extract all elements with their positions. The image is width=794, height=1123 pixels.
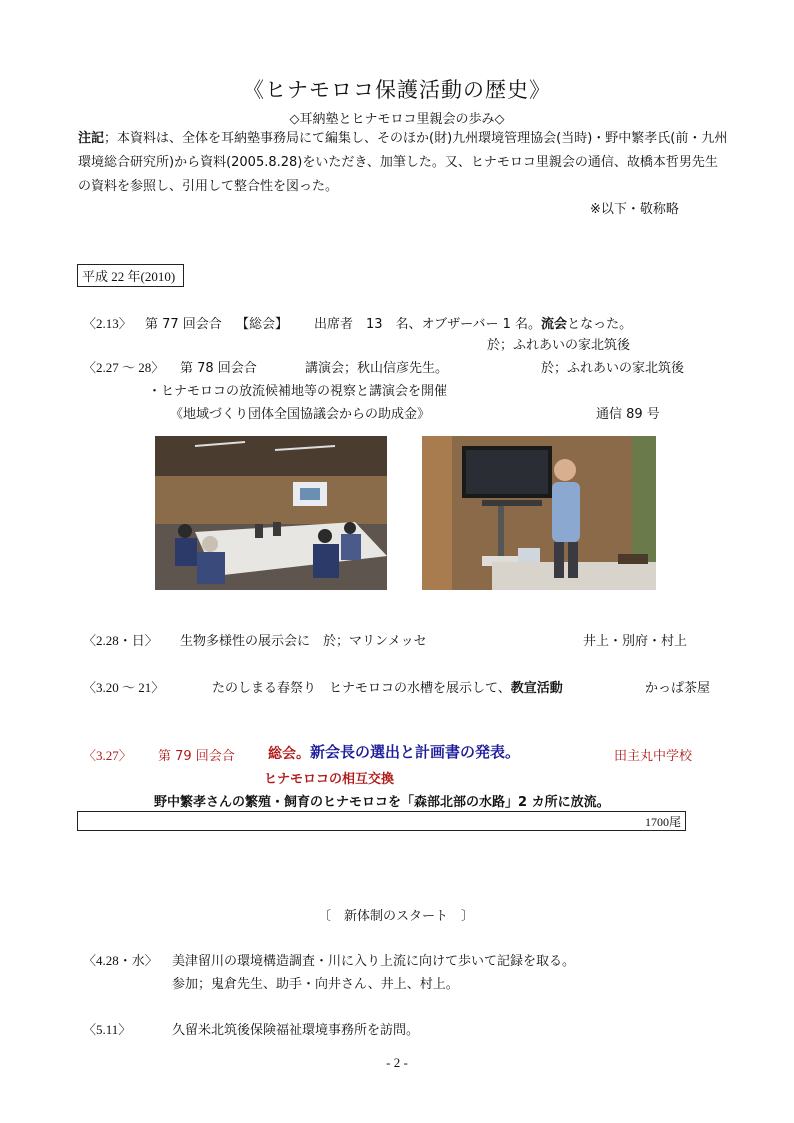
page-title: 《ヒナモロコ保護活動の歴史》 — [243, 78, 551, 102]
meeting-room-photo — [155, 436, 387, 590]
honorific-note: ※以下・敬称略 — [590, 202, 679, 217]
entry-newsletter: 通信 89 号 — [596, 407, 660, 422]
entry-release: 野中繁孝さんの繁殖・飼育のヒナモロコを「森部北部の水路」2 カ所に放流。 — [154, 795, 610, 810]
entry-place: かっぱ茶屋 — [645, 681, 711, 696]
entry-text: 生物多様性の展示会に 於；マリンメッセ — [180, 634, 427, 649]
entry-people: 井上・別府・村上 — [583, 634, 688, 649]
entry-place: 於；ふれあいの家北筑後 — [487, 338, 631, 353]
release-count-box — [77, 811, 686, 831]
entry-headline: 新会長の選出と計画書の発表。 — [310, 743, 521, 761]
entry-detail: ・ヒナモロコの放流候補地等の視察と講演会を開催 — [148, 384, 448, 399]
entry-meeting: 第 79 回会合 — [158, 749, 235, 764]
section-heading: 〔 新体制のスタート 〕 — [318, 909, 475, 924]
note-label: 注記 — [78, 131, 105, 146]
entry-meeting: 第 77 回会合 — [145, 317, 222, 332]
entry-date: 〈2.28・日〉 — [83, 633, 158, 648]
entry-kind: 総会。 — [268, 746, 310, 762]
entry-text: 出席者 13 名、オブザーバー 1 名。流会となった。 — [314, 317, 633, 332]
entry-participants: 参加；鬼倉先生、助手・向井さん、井上、村上。 — [172, 977, 459, 992]
entry-date: 〈5.11〉 — [83, 1022, 132, 1037]
entry-text: たのしまる春祭り ヒナモロコの水槽を展示して、教宣活動 — [212, 681, 563, 696]
entry-date: 〈3.27〉 — [83, 748, 132, 763]
entry-kind: 【総会】 — [236, 317, 289, 332]
release-count: 1700尾 — [644, 815, 681, 829]
entry-date: 〈4.28・水〉 — [83, 953, 158, 968]
entry-meeting: 第 78 回会合 — [180, 361, 257, 376]
page-number: - 2 - — [386, 1055, 408, 1070]
entry-subheading: ヒナモロコの相互交換 — [264, 772, 395, 787]
entry-date: 〈3.20 ～ 21〉 — [83, 680, 165, 695]
entry-date: 〈2.13〉 — [83, 316, 132, 331]
entry-text: 久留米北筑後保険福祉環境事務所を訪問。 — [172, 1023, 420, 1038]
page-subtitle: ◇耳納塾とヒナモロコ里親会の歩み◇ — [289, 112, 505, 127]
entry-text: 美津留川の環境構造調査・川に入り上流に向けて歩いて記録を取る。 — [172, 954, 576, 969]
year-label: 平成 22 年(2010) — [77, 264, 184, 287]
editorial-note — [78, 127, 728, 199]
entry-place: 田主丸中学校 — [614, 749, 693, 764]
entry-date: 〈2.27 ～ 28〉 — [83, 360, 165, 375]
note-text: ；本資料は、全体を耳納塾事務局にて編集し、そのほか(財)九州環境管理協会(当時)・野中繁孝氏(前・九州環境総合研究所)から資料(2005.8.28)をいただき、加筆した。又、ヒナモロコ里親会の通信、故橋本哲男先生の資料を参照し、引用して整合性を図った。 — [78, 131, 728, 194]
lecturer-photo — [422, 436, 656, 590]
entry-text: 講演会；秋山信彦先生。 — [305, 361, 449, 376]
entry-grant: 《地域づくり団体全国協議会からの助成金》 — [170, 407, 431, 422]
entry-place: 於；ふれあいの家北筑後 — [541, 361, 685, 376]
